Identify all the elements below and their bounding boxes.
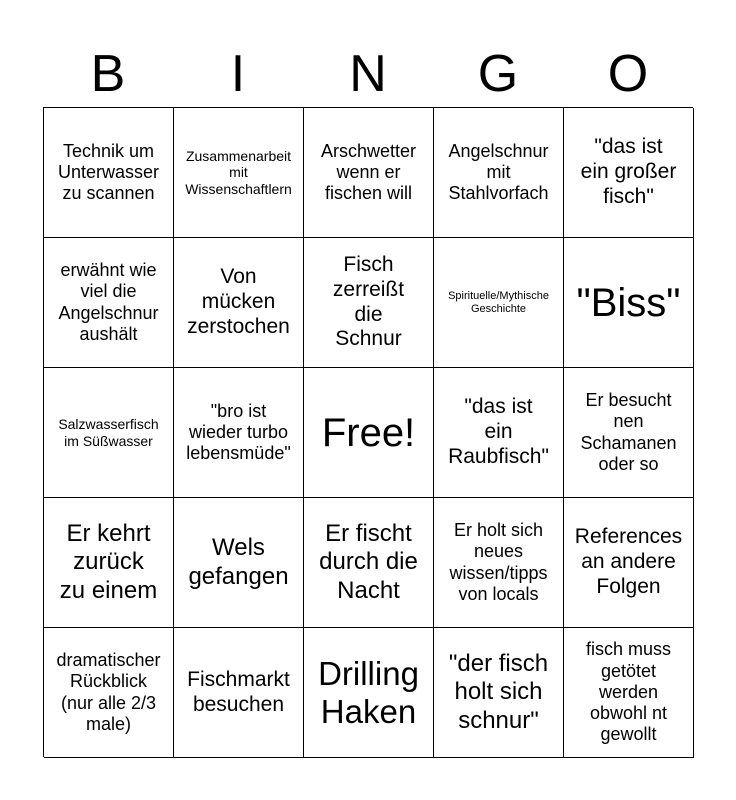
bingo-cell[interactable] [564,498,694,628]
bingo-cell-text: "bro ist wieder turbo lebensmüde" [186,400,291,464]
bingo-cell[interactable] [174,368,304,498]
bingo-cell-text: Fischmarkt besuchen [187,667,290,716]
bingo-cell[interactable] [304,108,434,238]
bingo-cell-text: Fisch zerreißt die Schnur [332,252,405,351]
bingo-cell-text: Arschwetter wenn er fischen will [320,140,417,204]
header-letter-n: N [349,45,387,103]
bingo-cell[interactable] [174,108,304,238]
bingo-cell-text: Er holt sich neues wissen/tipps von locals [449,520,548,604]
bingo-cell-text: Technik um Unterwasser zu scannen [57,140,160,204]
bingo-cell[interactable] [564,628,694,758]
bingo-cell-text: References an andere Folgen [574,525,683,598]
bingo-cell[interactable] [174,238,304,368]
bingo-cell-text: Free! [321,410,416,455]
free-space-cell[interactable] [304,368,434,498]
bingo-cell[interactable] [564,368,694,498]
bingo-cell-text: Zusammenarbeit mit Wissenschaftlern [185,147,292,197]
bingo-cell[interactable] [44,238,174,368]
bingo-cell-text: Er besucht nen Schamanen oder so [580,390,677,474]
bingo-cell-text: Er kehrt zurück zu einem [59,520,158,604]
bingo-cell-text: Spirituelle/Mythische Geschichte [448,289,549,315]
bingo-cell[interactable] [174,498,304,628]
bingo-cell-text: Wels gefangen [188,534,289,590]
bingo-cell[interactable] [434,498,564,628]
bingo-cell[interactable] [304,628,434,758]
bingo-cell[interactable] [434,628,564,758]
bingo-cell[interactable] [564,238,694,368]
bingo-cell-text: erwähnt wie viel die Angelschnur aushält [58,260,159,344]
bingo-cell[interactable] [44,628,174,758]
bingo-cell-text: Von mücken zerstochen [187,265,290,338]
bingo-cell[interactable] [44,108,174,238]
bingo-cell-text: "der fisch holt sich schnur" [448,650,549,734]
bingo-cell-text: dramatischer Rückblick (nur alle 2/3 male) [56,650,161,734]
bingo-cell[interactable] [174,628,304,758]
bingo-cell-text: Drilling Haken [318,654,419,730]
bingo-grid [43,107,693,757]
bingo-cell-text: "Biss" [576,280,681,325]
bingo-cell[interactable] [434,368,564,498]
header-letter-b: B [90,45,126,103]
bingo-cell[interactable] [44,498,174,628]
bingo-cell-text: Er fischt durch die Nacht [319,520,418,604]
bingo-cell[interactable] [304,238,434,368]
bingo-cell-text: "das ist ein Raubfisch" [448,395,549,468]
bingo-cell[interactable] [44,368,174,498]
bingo-cell[interactable] [434,238,564,368]
bingo-cell-text: Salzwasserfisch im Süßwasser [58,415,159,449]
header-letter-g: G [477,45,519,103]
bingo-cell-text: Angelschnur mit Stahlvorfach [448,140,549,204]
bingo-cell[interactable] [564,108,694,238]
bingo-cell-text: fisch muss getötet werden obwohl nt gewollt [585,639,672,745]
bingo-header [43,40,693,108]
bingo-cell[interactable] [434,108,564,238]
header-letter-i: I [230,45,246,103]
header-letter-o: O [607,45,649,103]
bingo-cell[interactable] [304,498,434,628]
bingo-cell-text: "das ist ein großer fisch" [580,135,677,208]
